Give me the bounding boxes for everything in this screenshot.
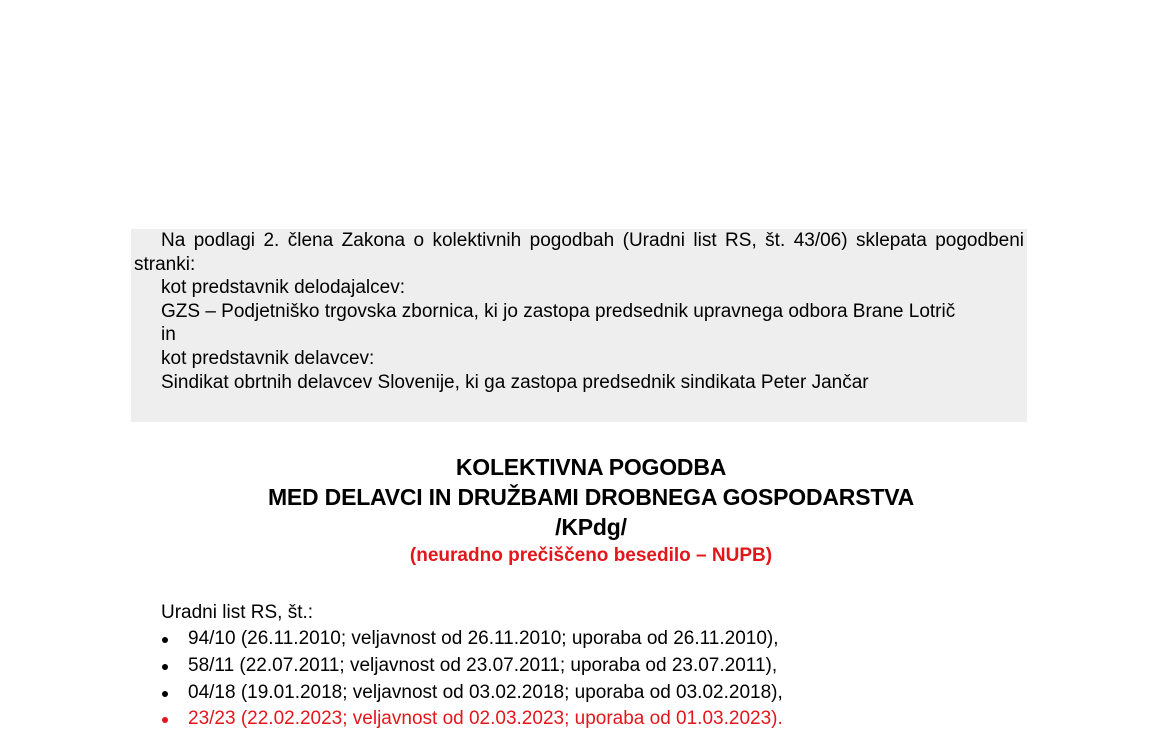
gazette-entry-text: 23/23 (22.02.2023; veljavnost od 02.03.2023; uporaba od 01.03.2023). xyxy=(188,708,783,730)
document-title-line-1: KOLEKTIVNA POGODBA xyxy=(455,454,727,480)
worker-representative-label: kot predstavnik delavcev: xyxy=(161,347,375,369)
gazette-entry xyxy=(161,680,1061,707)
worker-party: Sindikat obrtnih delavcev Slovenije, ki ga zastopa predsednik sindikata Peter Jančar xyxy=(161,371,869,393)
bullet-icon xyxy=(162,717,168,723)
gazette-entry xyxy=(161,653,1061,680)
conjunction-and: in xyxy=(161,324,176,346)
bullet-icon xyxy=(162,637,168,643)
official-gazette-section xyxy=(161,600,1061,733)
preamble-block xyxy=(131,229,1027,422)
employer-party: GZS – Podjetniško trgovska zbornica, ki jo zastopa predsednik upravnega odbora Brane Lotrič xyxy=(161,300,956,322)
bullet-icon xyxy=(162,691,168,697)
document-title-line-2: MED DELAVCI IN DRUŽBAMI DROBNEGA GOSPODARSTVA xyxy=(267,484,915,510)
document-subtitle: (neuradno prečiščeno besedilo – NUPB) xyxy=(409,545,773,566)
official-gazette-label: Uradni list RS, št.: xyxy=(161,602,314,623)
preamble-legal-basis: Na podlagi 2. člena Zakona o kolektivnih pogodbah (Uradni list RS, št. 43/06) sklepata pogodbeni stranki: xyxy=(134,230,1024,275)
official-gazette-list xyxy=(161,626,1061,733)
gazette-entry-text: 04/18 (19.01.2018; veljavnost od 03.02.2018; uporaba od 03.02.2018), xyxy=(188,681,783,703)
employer-representative-label: kot predstavnik delodajalcev: xyxy=(161,277,405,299)
document-abbreviation: /KPdg/ xyxy=(555,514,627,540)
gazette-entry-latest xyxy=(161,706,1061,733)
bullet-icon xyxy=(162,664,168,670)
gazette-entry-text: 94/10 (26.11.2010; veljavnost od 26.11.2010; uporaba od 26.11.2010), xyxy=(188,628,779,649)
document-title-block xyxy=(131,452,1051,570)
gazette-entry xyxy=(161,626,1061,653)
gazette-entry-text: 58/11 (22.07.2011; veljavnost od 23.07.2011; uporaba od 23.07.2011), xyxy=(188,654,778,676)
